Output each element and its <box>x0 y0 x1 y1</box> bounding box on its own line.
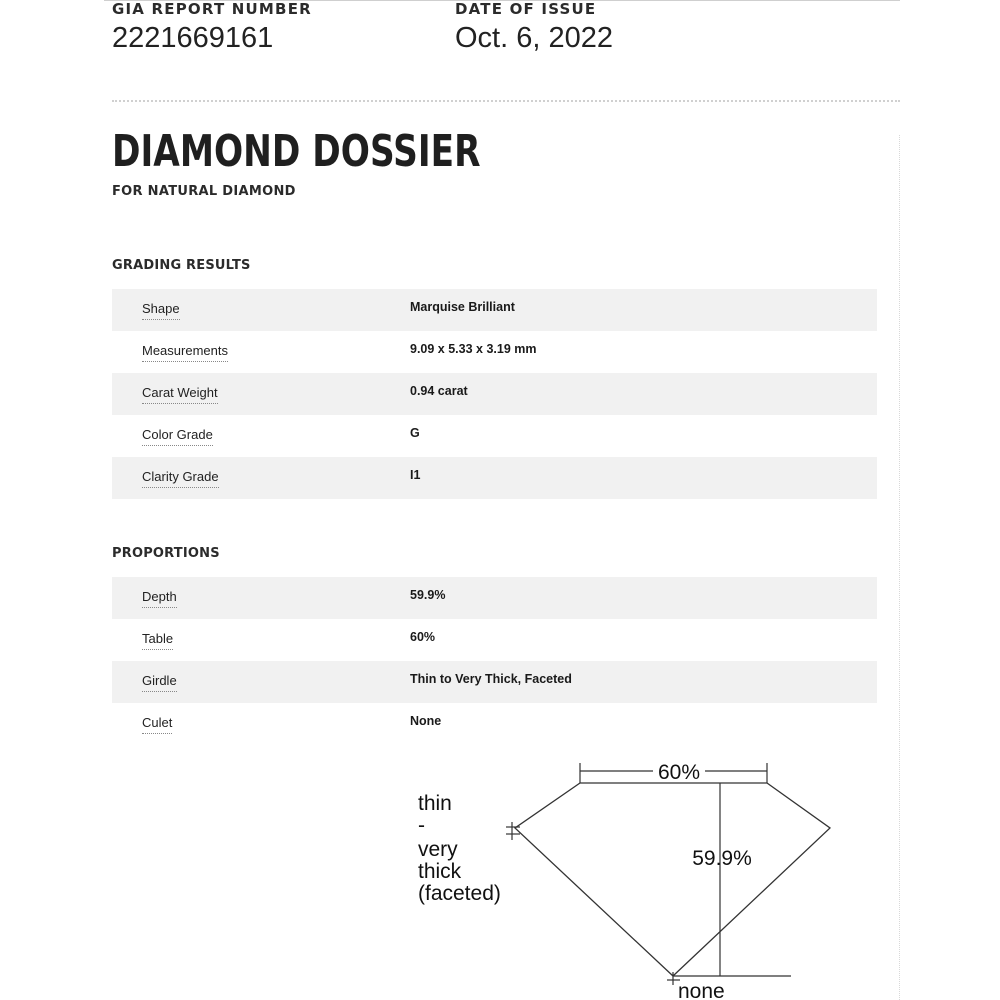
table-percentage-label: 60% <box>657 761 701 784</box>
header-separator <box>112 100 900 102</box>
page-subtitle: FOR NATURAL DIAMOND <box>112 184 296 199</box>
date-of-issue-label: DATE OF ISSUE <box>455 0 597 18</box>
row-label-clarity-grade[interactable]: Clarity Grade <box>142 469 219 488</box>
diamond-outline-crown <box>515 783 830 976</box>
proportions-table <box>112 577 877 745</box>
date-of-issue-value: Oct. 6, 2022 <box>455 22 613 54</box>
row-label-table[interactable]: Table <box>142 631 173 650</box>
grading-results-table <box>112 289 877 499</box>
girdle-text-line-1: thin <box>418 792 452 815</box>
row-value-shape: Marquise Brilliant <box>410 300 515 314</box>
grading-results-heading: GRADING RESULTS <box>112 258 251 273</box>
table-row <box>112 619 877 661</box>
row-value-depth: 59.9% <box>410 588 446 602</box>
row-label-shape[interactable]: Shape <box>142 301 180 320</box>
date-of-issue-block <box>455 0 613 54</box>
row-label-carat-weight[interactable]: Carat Weight <box>142 385 218 404</box>
right-divider <box>899 135 900 1000</box>
row-label-depth[interactable]: Depth <box>142 589 177 608</box>
girdle-text-line-2: - <box>418 814 425 837</box>
row-label-girdle[interactable]: Girdle <box>142 673 177 692</box>
row-value-color-grade: G <box>410 426 420 440</box>
table-row <box>112 457 877 499</box>
table-row <box>112 577 877 619</box>
girdle-text-line-3: very <box>418 838 458 861</box>
girdle-text-line-4: thick <box>418 860 462 883</box>
report-number-label: GIA REPORT NUMBER <box>112 0 312 18</box>
culet-label: none <box>678 980 725 1000</box>
row-value-carat-weight: 0.94 carat <box>410 384 468 398</box>
table-row <box>112 703 877 745</box>
table-row <box>112 289 877 331</box>
row-value-girdle: Thin to Very Thick, Faceted <box>410 672 572 686</box>
row-value-clarity-grade: I1 <box>410 468 421 482</box>
proportions-heading: PROPORTIONS <box>112 546 220 561</box>
row-value-measurements: 9.09 x 5.33 x 3.19 mm <box>410 342 537 356</box>
report-number-value: 2221669161 <box>112 22 274 54</box>
page-title: DIAMOND DOSSIER <box>112 126 481 177</box>
row-value-culet: None <box>410 714 442 728</box>
girdle-text-line-5: (faceted) <box>418 882 501 905</box>
row-label-color-grade[interactable]: Color Grade <box>142 427 213 446</box>
row-label-measurements[interactable]: Measurements <box>142 343 228 362</box>
row-value-table: 60% <box>410 630 436 644</box>
report-number-block <box>112 0 312 54</box>
table-row <box>112 373 877 415</box>
depth-percentage-label: 59.9% <box>692 847 752 870</box>
row-label-culet[interactable]: Culet <box>142 715 172 734</box>
table-row <box>112 415 877 457</box>
table-row <box>112 331 877 373</box>
proportions-diagram <box>405 752 845 1000</box>
table-row <box>112 661 877 703</box>
